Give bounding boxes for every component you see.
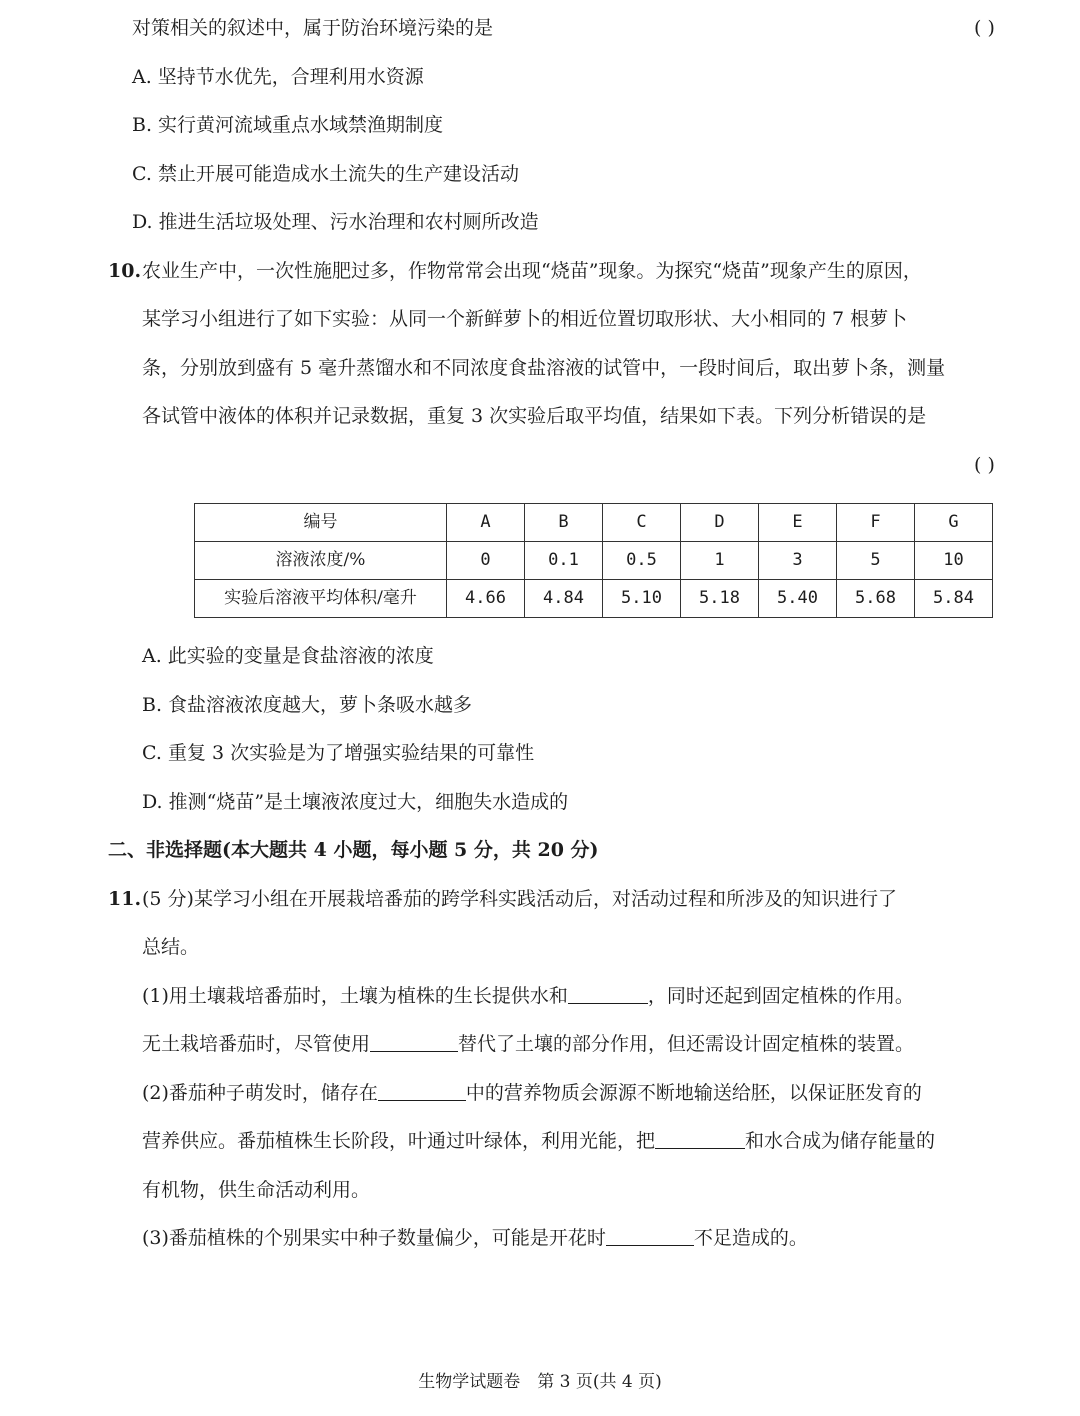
table-cell: 0 <box>447 542 525 580</box>
q11-part1-text-b: ，同时还起到固定植株的作用。 <box>647 985 914 1007</box>
table-cell: 0.1 <box>525 542 603 580</box>
q11-part2-text-c: 营养供应。番茄植株生长阶段，叶通过叶绿体，利用光能，把 <box>142 1130 656 1152</box>
q11-part2-text-a: (2)番茄种子萌发时，储存在 <box>142 1082 378 1104</box>
q10-number: 10. <box>108 260 142 282</box>
q11-part2-text-b: 中的营养物质会源源不断地输送给胚，以保证胚发育的 <box>465 1082 922 1104</box>
table-cell: G <box>915 504 993 542</box>
q9-option-c: C. 禁止开展可能造成水土流失的生产建设活动 <box>132 163 519 185</box>
q10-data-table <box>194 503 993 618</box>
table-cell: A <box>447 504 525 542</box>
table-row <box>195 542 993 580</box>
q10-option-c: C. 重复 3 次实验是为了增强实验结果的可靠性 <box>142 742 535 764</box>
table-cell: D <box>681 504 759 542</box>
q11-part1-text-a: (1)用土壤栽培番茄时，土壤为植株的生长提供水和 <box>142 985 568 1007</box>
q9-option-a: A. 坚持节水优先，合理利用水资源 <box>132 66 424 88</box>
q10-option-d: D. 推测“烧苗”是土壤液浓度过大，细胞失水造成的 <box>142 791 569 813</box>
q11-part1-text-d: 替代了土壤的部分作用，但还需设计固定植株的装置。 <box>458 1033 915 1055</box>
table-row-header: 编号 <box>195 504 447 542</box>
q9-option-d: D. 推进生活垃圾处理、污水治理和农村厕所改造 <box>132 211 539 233</box>
table-row-header: 溶液浓度/% <box>195 542 447 580</box>
table-cell: 0.5 <box>603 542 681 580</box>
answer-blank[interactable] <box>568 987 648 1004</box>
table-row <box>195 580 993 618</box>
table-row-header: 实验后溶液平均体积/毫升 <box>195 580 447 618</box>
q11-part1-line-2 <box>142 1035 914 1054</box>
q11-part2-text-d: 和水合成为储存能量的 <box>745 1130 936 1152</box>
q11-stem-line-2: 总结。 <box>142 936 200 958</box>
table-cell: 5.84 <box>915 580 993 618</box>
table-cell: 5.40 <box>759 580 837 618</box>
table-cell: E <box>759 504 837 542</box>
q10-stem-line-4: 各试管中液体的体积并记录数据，重复 3 次实验后取平均值，结果如下表。下列分析错误的是 <box>142 405 927 427</box>
table-cell: 10 <box>915 542 993 580</box>
q9-option-b: B. 实行黄河流域重点水域禁渔期制度 <box>132 114 444 136</box>
q10-option-a: A. 此实验的变量是食盐溶液的浓度 <box>142 645 434 667</box>
q11-part2-line-2 <box>142 1132 935 1151</box>
answer-blank[interactable] <box>370 1035 458 1052</box>
q11-part1-text-c: 无土栽培番茄时，尽管使用 <box>142 1033 371 1055</box>
table-cell: B <box>525 504 603 542</box>
q11-part3-line-1 <box>142 1229 808 1248</box>
q11-number: 11. <box>108 888 142 910</box>
q10-stem-line-3: 条，分别放到盛有 5 毫升蒸馏水和不同浓度食盐溶液的试管中，一段时间后，取出萝卜条，测量 <box>142 357 946 379</box>
q10-answer-paren: ( ) <box>974 454 995 476</box>
q11-stem-line-1: (5 分)某学习小组在开展栽培番茄的跨学科实践活动后，对活动过程和所涉及的知识进行了 <box>142 888 897 910</box>
answer-blank[interactable] <box>655 1132 745 1149</box>
q10-option-b: B. 食盐溶液浓度越大，萝卜条吸水越多 <box>142 694 473 716</box>
q9-stem-tail: 对策相关的叙述中，属于防治环境污染的是 <box>132 17 494 39</box>
table-cell: 5.68 <box>837 580 915 618</box>
q11-part1-line-1 <box>142 987 914 1006</box>
q11-part3-text-b: 不足造成的。 <box>693 1227 808 1249</box>
table-row <box>195 504 993 542</box>
q10-stem-line-2: 某学习小组进行了如下实验：从同一个新鲜萝卜的相近位置切取形状、大小相同的 7 根萝卜 <box>142 308 908 330</box>
table-cell: F <box>837 504 915 542</box>
table-cell: 5.18 <box>681 580 759 618</box>
section-title: 二、非选择题(本大题共 4 小题，每小题 5 分，共 20 分) <box>108 839 599 861</box>
page-footer: 生物学试题卷 第 3 页(共 4 页) <box>418 1372 662 1392</box>
q9-answer-paren: ( ) <box>974 17 995 39</box>
table-cell: 4.84 <box>525 580 603 618</box>
q11-part2-line-3: 有机物，供生命活动利用。 <box>142 1179 371 1201</box>
q11-part3-text-a: (3)番茄植株的个别果实中种子数量偏少，可能是开花时 <box>142 1227 606 1249</box>
answer-blank[interactable] <box>378 1084 466 1101</box>
table-cell: 3 <box>759 542 837 580</box>
table-cell: 4.66 <box>447 580 525 618</box>
q11-part2-line-1 <box>142 1084 922 1103</box>
table-cell: 5 <box>837 542 915 580</box>
q10-stem-line-1: 农业生产中，一次性施肥过多，作物常常会出现“烧苗”现象。为探究“烧苗”现象产生的原因， <box>142 260 922 282</box>
answer-blank[interactable] <box>606 1229 694 1246</box>
table-cell: 5.10 <box>603 580 681 618</box>
table-cell: 1 <box>681 542 759 580</box>
table-cell: C <box>603 504 681 542</box>
